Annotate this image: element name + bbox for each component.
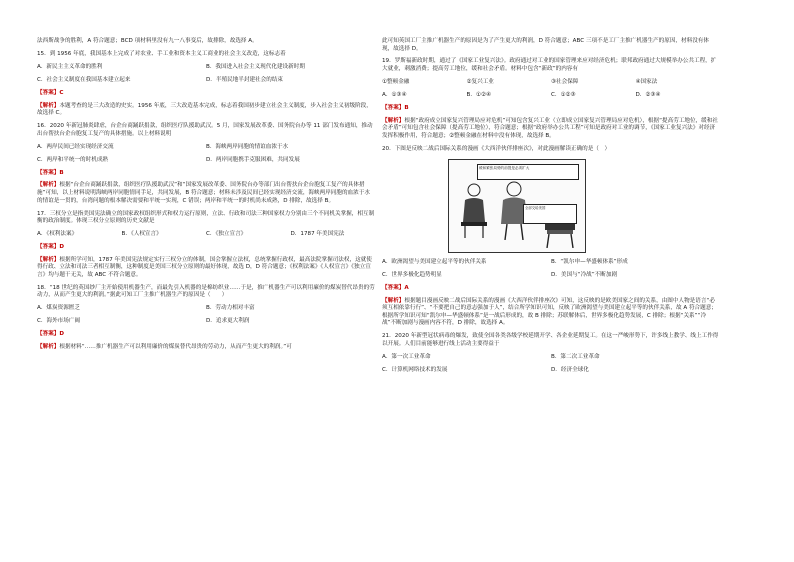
explanation-tag: 【解析】 <box>37 182 60 189</box>
option-b: B．我国进入社会主义现代化建设新时期 <box>206 63 305 70</box>
cartoon-chair <box>541 222 579 248</box>
option-c: C．社会主义制度在我国基本建立起来 <box>37 76 131 83</box>
q20-circled-items <box>382 79 720 87</box>
explanation-text: 根据题目漫画反映二战后国际关系的漫画《大西洋伙伴排座次》可知，这反映的是欧美国家之间的关系，由图中人物是语言“必须互相依靠行行”、“不要把自己的意志强加于人”，结合所学知识可知，反映了欧洲渴望与美国建立起平等的伙伴关系，故 A 符合题意；根据所学知识可知“凯尔申—华盛顿体系”是一战后形成的，故 B 排除；苏联解体后，世界多极化趋势发展，C 排除；根据“关系”“冷战”不断加剧与漫画内容不符，D 排除，故选择 A。 <box>382 297 717 327</box>
q19-tail: 此可知英国工厂主推广机器生产的原因是为了产生更大的利润，D 符合题意；ABC 三项不是工厂主推广机器生产的原因，材料没有体现，故选择 D。 <box>382 38 709 52</box>
q16-explanation <box>37 103 375 118</box>
explanation-text: 根据“台企台商踊跃捐款，组织医疗队援助武汉”和“国家发展改革委、国务院台办等部门出台帮扶台企台胞复工复产的具体措施”可知，以上材料说明海峡两岸同胞情同手足，共同发展，B 符合题意；材料未涉及民间已经实现经济交流，海峡两岸同胞的血浓于水的情谊是一贯的，台湾问题的根本解决需要和平统一实现，C 错误；两岸和平统一的时机尚未成熟，D 排除，故选择 B。 <box>37 182 370 204</box>
option-a: A．第一次工业革命 <box>382 353 431 360</box>
option-a: A．①③④ <box>382 91 407 98</box>
item-3: ③社会保障 <box>551 78 579 85</box>
explanation-text: 根据所学可知，1787 年美国宪法规定实行三权分立的体制，国会掌握立法权，总统掌握行政权，最高法院掌握司法权，这就使得行政、立法和司法三者相互制衡，这种制度是美国三权分立原则的最好体现，故选 D，D 符合题意；《权利法案》《人权宣言》《独立宣言》均与题干无关，故 ABC 不符合题意。 <box>37 256 372 278</box>
q21-explanation <box>382 298 720 328</box>
explanation-tag: 【解析】 <box>382 117 405 124</box>
cartoon-seated-figure <box>459 182 489 238</box>
q19-stem: 18．“18 世纪的英国纱厂主开始使用机器生产，而最先引入机器的是棉纺织业……于是，推广机器生产可以利用廉价的煤炭替代昂贵的劳动力，从而产生更大的利润。”据此可知工厂主推广机器生产的原因是（ ） <box>37 284 375 299</box>
q17-stem: 16．2020 年新冠肺炎肆虐，台企台商踊跃捐款，组织医疗队援助武汉。5 月，国家发展改革委、国务院台办等 11 部门发布通知，推动出台帮扶台企台胞复工复产的具体措施。以上材料说明 <box>37 123 373 137</box>
option-a: A．《权利法案》 <box>37 230 78 237</box>
option-d: D．美国与“冷战”不断加剧 <box>551 271 618 278</box>
explanation-tag: 【解析】 <box>37 344 60 351</box>
q18-explanation <box>37 257 375 280</box>
q20-options <box>382 92 720 100</box>
q16-stem: 15．到 1956 年底，我国基本上完成了对农业、手工业和资本主义工商业的社会主义改造，这标志着 <box>37 50 286 57</box>
q20-explanation <box>382 118 720 141</box>
option-b: B．海峡两岸同胞的情谊血浓于水 <box>206 143 289 150</box>
q19-explanation <box>37 344 375 352</box>
option-a: A．欧洲渴望与美国建立起平等的伙伴关系 <box>382 258 487 265</box>
q22-stem: 21．2020 年新型冠状病毒的爆发，致使全国各类各级学校延期开学、各企业延期复工。在这一严峻形势下，许多线上教学、线上工作得以开展。人们目前能够进行线上活动主要得益于 <box>382 333 719 347</box>
right-column <box>382 38 720 380</box>
q17-options <box>37 144 375 164</box>
item-1: ①整顿金融 <box>382 78 410 85</box>
q15-tail: 法西斯战争的胜利，A 符合题意；BCD 项材料里没有九一八事变后，故排除，故选择 A。 <box>37 38 258 44</box>
option-c: C．海外市场广阔 <box>37 318 81 325</box>
q20-answer: 【答案】B <box>382 104 409 111</box>
cartoon-caption: 缓和紧张局势的前提是必须扩大 <box>477 164 579 180</box>
option-c: C．①②③ <box>551 91 576 98</box>
option-b: B．第二次工业革命 <box>551 353 600 360</box>
explanation-text: 根据“政府成立国家复兴管理局应对危机”可知包含复兴工业（立即成立国家复兴管理局应对危机），根据“提高劳工地位，缓和社会矛盾”可知包含社会保障（提高劳工地位），符合题意；根据“政府举办公共工程”可知是政府对工业的调节，《国家工业复兴法》对经济发挥积极作用，符合题意；②整顿金融在材料中没有体现，故选择 B。 <box>382 117 718 139</box>
option-d: D．追求更大利润 <box>206 318 250 325</box>
q18-answer: 【答案】D <box>37 243 65 250</box>
explanation-tag: 【解析】 <box>382 297 405 304</box>
explanation-tag: 【解析】 <box>37 102 60 109</box>
q18-stem: 17．三权分立是指美国宪法确立的国家政权组织形式和权力运行原则，立法、行政和司法三种国家权力分别由三个不同机关掌握，相互制衡的政治制度。体现三权分立原则的历史文献是 <box>37 210 375 225</box>
q19-options <box>37 305 375 325</box>
option-a: A．两岸民间已经实现经济交流 <box>37 143 114 150</box>
option-a: A．新民主主义革命的胜利 <box>37 63 103 70</box>
option-b: B．劳动力相对丰富 <box>206 305 255 312</box>
explanation-text: 根据材料“……推广机器生产可以利用廉价的煤炭替代昂贵的劳动力，从而产生更大的利润。”可 <box>59 344 292 351</box>
item-4: ④国家法 <box>635 78 658 85</box>
q19-answer: 【答案】D <box>37 331 65 338</box>
option-b: B．“凯尔申—华盛顿体系”形成 <box>551 258 628 265</box>
q21-stem: 20．下图是反映二战后国际关系的漫画《大西洋伙伴排座次》，对此漫画解读正确的是（ ） <box>382 145 611 152</box>
option-d: D．两岸同胞携手克服困难，共同发展 <box>206 156 300 163</box>
explanation-tag: 【解析】 <box>37 256 60 263</box>
option-c: C．《独立宣言》 <box>206 230 247 237</box>
q22-options <box>382 354 720 374</box>
option-c: C．计算机网络技术的发展 <box>382 366 448 373</box>
q21-answer: 【答案】A <box>382 284 409 291</box>
option-c: C．世界多极化趋势明显 <box>382 271 442 278</box>
explanation-text: 本题考查的是三大改造的史实。1956 年底，三大改造基本完成，标志着我国初步建立社会主义制度，步入社会主义初级阶段，故选择 C。 <box>37 102 372 117</box>
option-b: B．①②④ <box>466 91 491 98</box>
option-d: D．经济全球化 <box>551 366 589 373</box>
option-d: D．②③④ <box>635 91 661 98</box>
q20-stem: 19．罗斯福新政时期，通过了《国家工业复兴法》。政府通过对工业的国家管理来应对经济危机；联邦政府通过大规模举办公共工程，扩大就业，刺激消费；提高劳工地位，缓和社会矛盾。材料中包含“新政”的内容有 <box>382 58 717 73</box>
item-2: ②复兴工业 <box>466 78 494 85</box>
option-c: C．两岸和平统一的时机成熟 <box>37 156 109 163</box>
cartoon-figure <box>448 159 586 253</box>
option-b: B．《人权宣言》 <box>121 230 162 237</box>
q16-answer: 【答案】C <box>37 89 64 96</box>
q18-options <box>37 231 375 239</box>
option-d: D．1787 年美国宪法 <box>290 230 345 237</box>
q17-answer: 【答案】B <box>37 169 64 176</box>
q21-options <box>382 259 720 279</box>
left-column <box>37 38 375 357</box>
q16-options <box>37 64 375 84</box>
option-a: A．煤炭资源匮乏 <box>37 305 80 312</box>
cartoon-speech-bubble: 全部交给美国 <box>523 204 577 224</box>
q17-explanation <box>37 182 375 205</box>
option-d: D．半殖民地半封建社会的结束 <box>206 76 284 83</box>
